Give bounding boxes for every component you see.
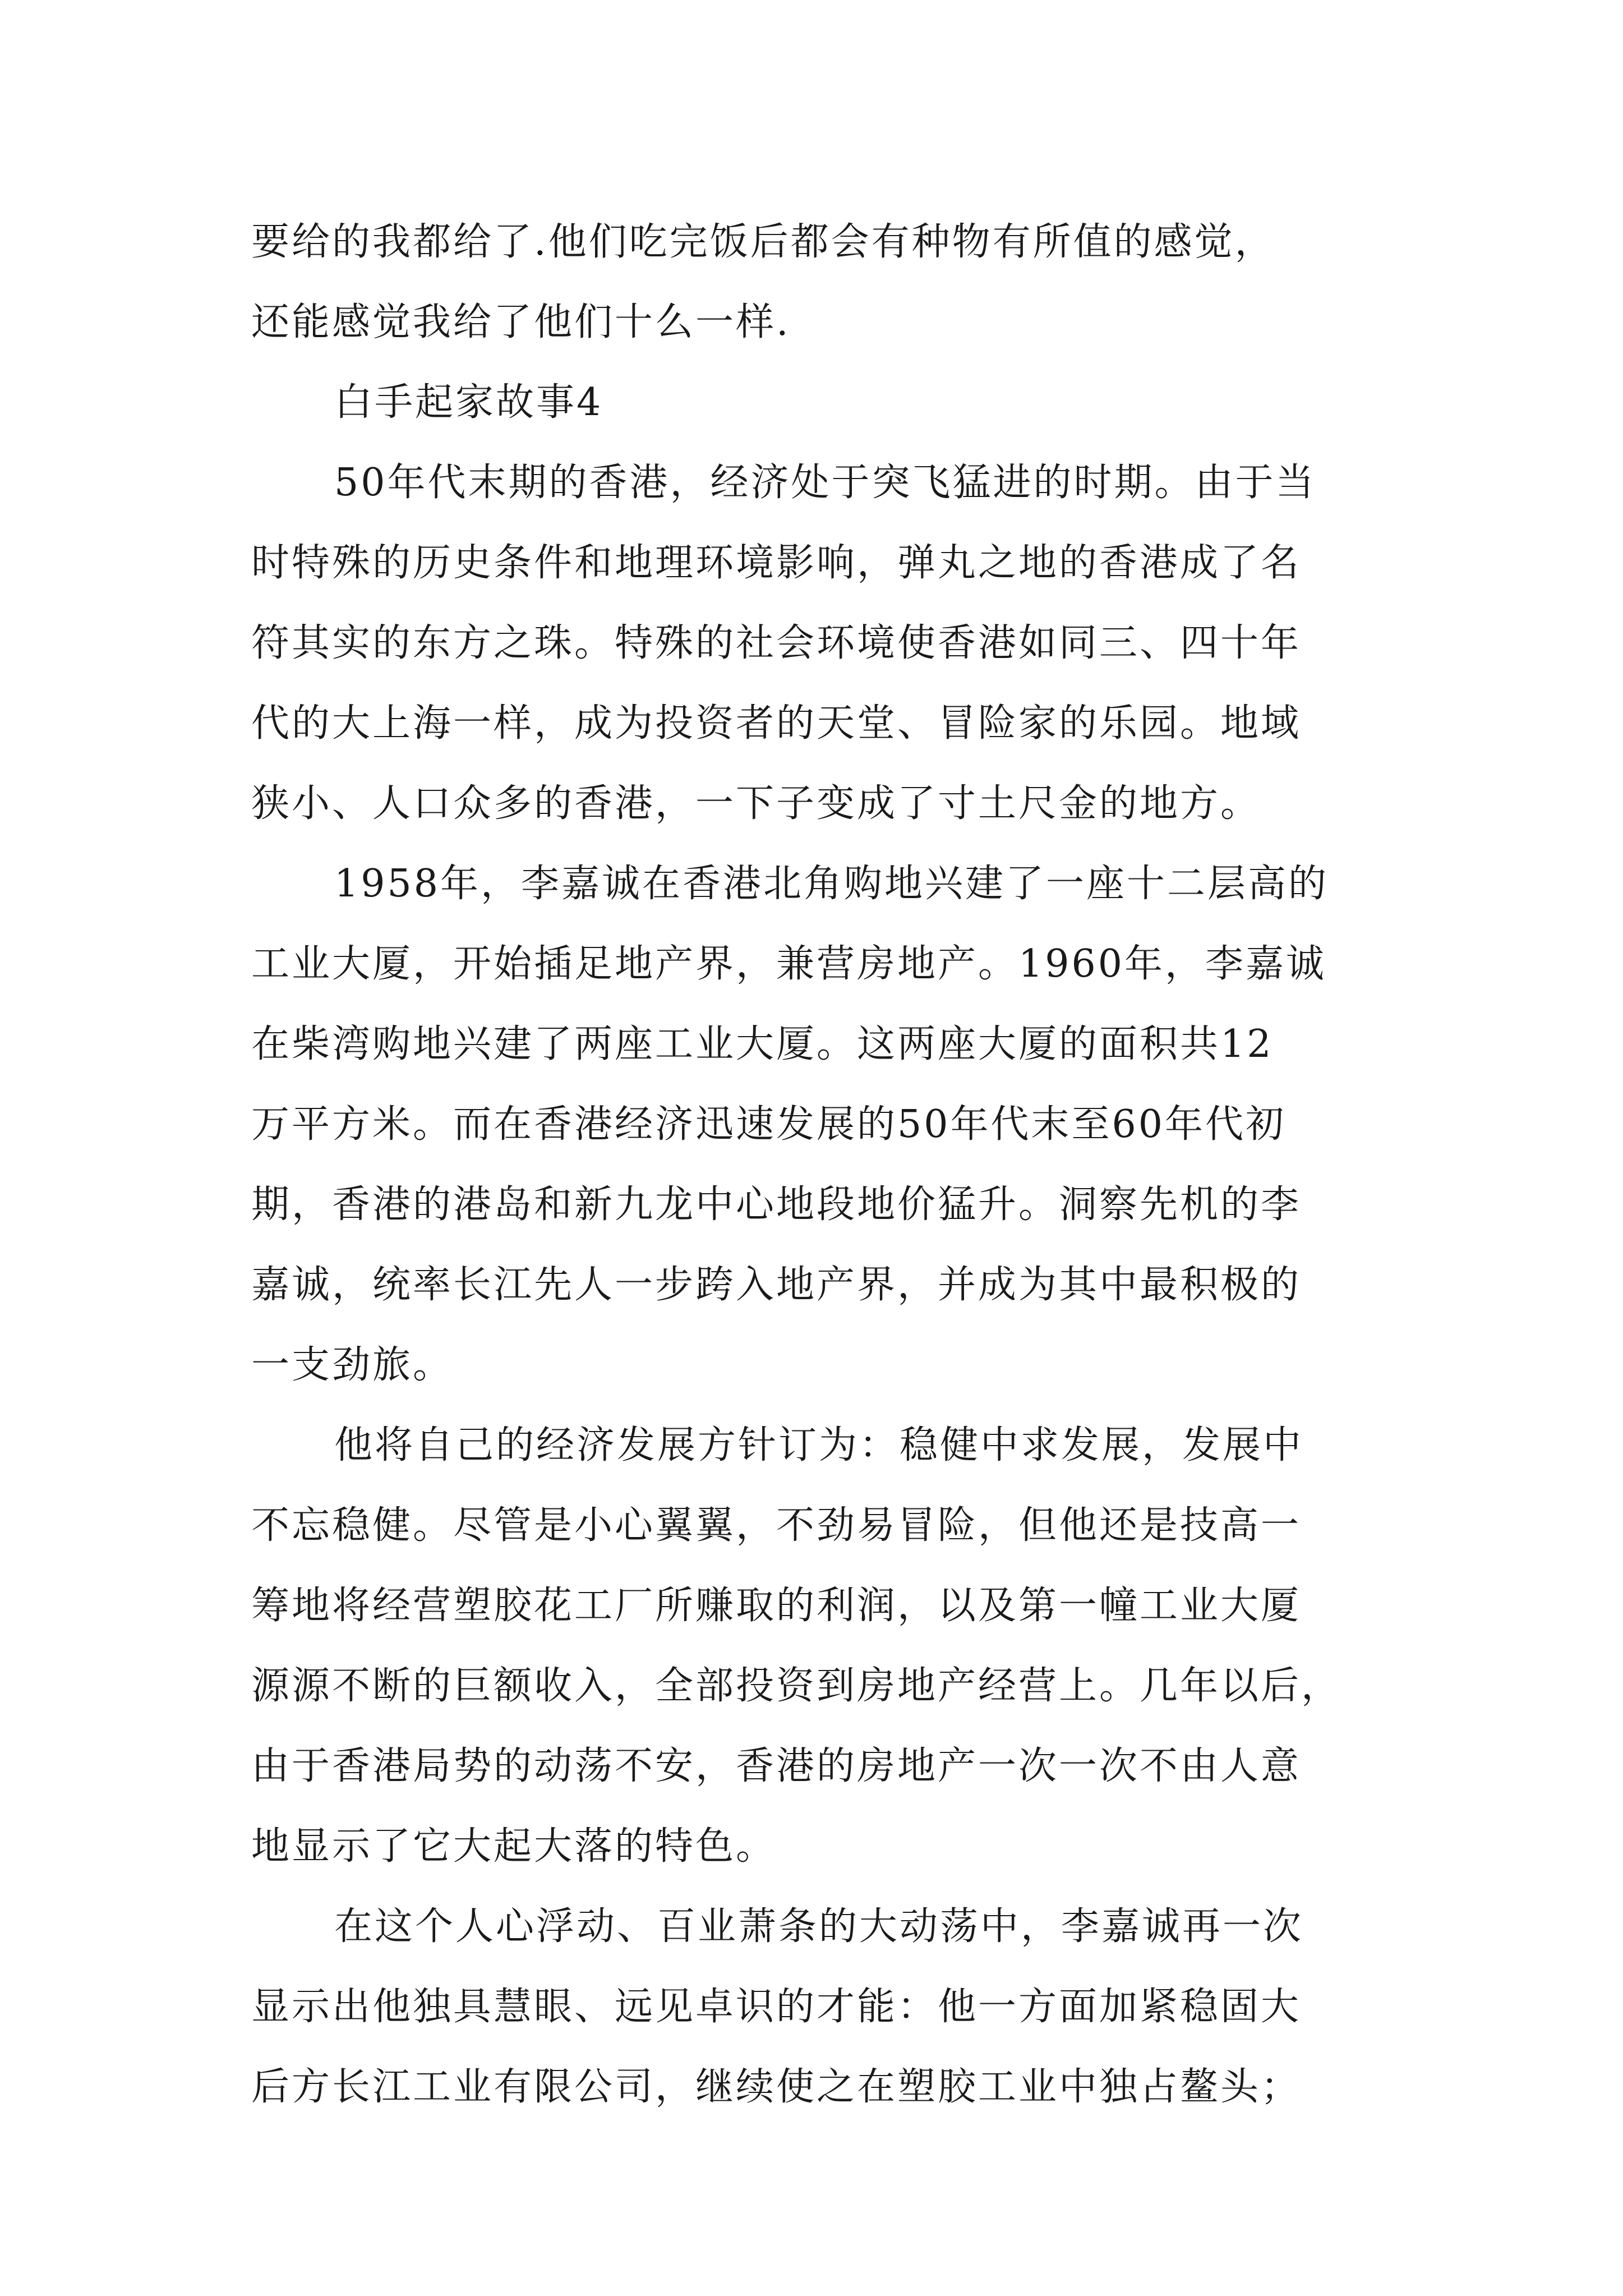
text-line: 他将自己的经济发展方针订为：稳健中求发展，发展中 bbox=[334, 1423, 1304, 1467]
text-line: 50年代末期的香港，经济处于突飞猛进的时期。由于当 bbox=[334, 461, 1316, 505]
text-line: 不忘稳健。尽管是小心翼翼，不劲易冒险，但他还是技高一 bbox=[251, 1503, 1302, 1548]
text-line: 在这个人心浮动、百业萧条的大动荡中，李嘉诚再一次 bbox=[334, 1904, 1304, 1949]
text-line: 一支劲旅。 bbox=[251, 1343, 454, 1387]
text-line: 源源不断的巨额收入，全部投资到房地产经营上。几年以后， bbox=[251, 1664, 1342, 1708]
body-text bbox=[251, 202, 1384, 2127]
text-line: 1958年，李嘉诚在香港北角购地兴建了一座十二层高的 bbox=[334, 862, 1329, 906]
text-line: 地显示了它大起大落的特色。 bbox=[251, 1824, 777, 1869]
story-heading: 白手起家故事4 bbox=[334, 380, 603, 425]
text-line: 代的大上海一样，成为投资者的天堂、冒险家的乐园。地域 bbox=[251, 701, 1302, 746]
text-line: 工业大厦，开始插足地产界，兼营房地产。1960年，李嘉诚 bbox=[251, 942, 1327, 986]
text-line: 要给的我都给了.他们吃完饭后都会有种物有所值的感觉， bbox=[251, 220, 1275, 264]
text-line: 嘉诚，统率长江先人一步跨入地产界，并成为其中最积极的 bbox=[251, 1263, 1302, 1307]
text-line: 由于香港局势的动荡不安，香港的房地产一次一次不由人意 bbox=[251, 1744, 1302, 1788]
text-line: 万平方米。而在香港经济迅速发展的50年代末至60年代初 bbox=[251, 1102, 1287, 1147]
text-line: 后方长江工业有限公司，继续使之在塑胶工业中独占鳌头； bbox=[251, 2065, 1302, 2109]
text-line: 在柴湾购地兴建了两座工业大厦。这两座大厦的面积共12 bbox=[251, 1022, 1274, 1066]
text-line: 还能感觉我给了他们十么一样. bbox=[251, 300, 791, 344]
text-line: 显示出他独具慧眼、远见卓识的才能：他一方面加紧稳固大 bbox=[251, 1985, 1302, 2029]
text-line: 符其实的东方之珠。特殊的社会环境使香港如同三、四十年 bbox=[251, 621, 1302, 665]
text-line: 狭小、人口众多的香港，一下子变成了寸土尺金的地方。 bbox=[251, 781, 1261, 826]
text-line: 时特殊的历史条件和地理环境影响，弹丸之地的香港成了名 bbox=[251, 541, 1302, 585]
text-line: 期，香港的港岛和新九龙中心地段地价猛升。洞察先机的李 bbox=[251, 1182, 1302, 1227]
text-line: 筹地将经营塑胶花工厂所赚取的利润，以及第一幢工业大厦 bbox=[251, 1584, 1302, 1628]
